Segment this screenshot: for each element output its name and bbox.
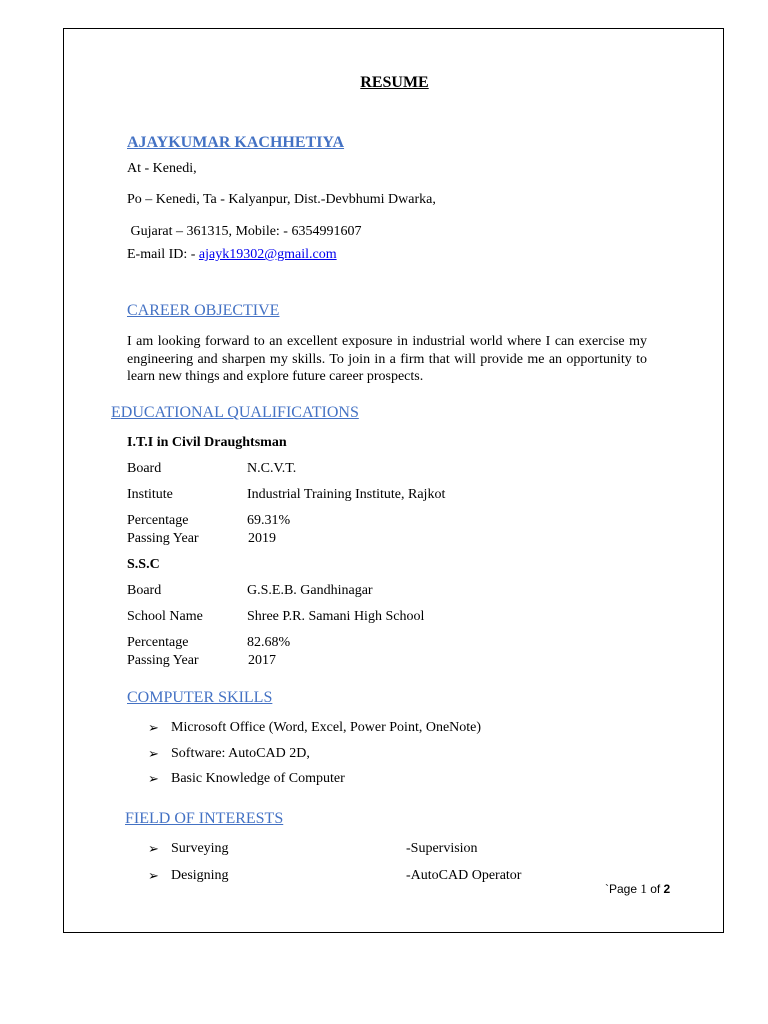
email-link[interactable]: ajayk19302@gmail.com [198, 247, 337, 262]
address-line-3: Gujarat – 361315, Mobile: - 6354991607 [127, 224, 362, 239]
iti-percentage-value: 69.31% [247, 513, 291, 528]
interest-item: Surveying [171, 841, 229, 856]
resume-page [63, 28, 724, 933]
ssc-school-value: Shree P.R. Samani High School [247, 609, 425, 624]
interest-item: -Supervision [406, 841, 478, 856]
ssc-passing-year-value: 2017 [248, 653, 276, 668]
iti-passing-year-label: Passing Year [127, 531, 199, 546]
iti-institute-label: Institute [127, 487, 173, 502]
arrow-bullet-icon: ➢ [148, 746, 159, 761]
page-number-footer [605, 881, 670, 897]
address-line-1: At - Kenedi, [127, 161, 197, 176]
ssc-board-value: G.S.E.B. Gandhinagar [247, 583, 373, 598]
field-of-interests-heading: FIELD OF INTERESTS [125, 810, 284, 827]
email-label: E-mail ID: - [127, 247, 199, 262]
page-current: 1 [640, 881, 647, 896]
ssc-board-label: Board [127, 583, 162, 598]
candidate-name: AJAYKUMAR KACHHETIYA [127, 134, 345, 151]
iti-board-label: Board [127, 461, 162, 476]
address-line-2: Po – Kenedi, Ta - Kalyanpur, Dist.-Devbhumi Dwarka, [127, 192, 436, 207]
ssc-percentage-value: 82.68% [247, 635, 291, 650]
arrow-bullet-icon: ➢ [148, 841, 159, 856]
ssc-title: S.S.C [127, 557, 160, 572]
skill-item: Basic Knowledge of Computer [171, 771, 345, 786]
iti-percentage-label: Percentage [127, 513, 189, 528]
arrow-bullet-icon: ➢ [148, 771, 159, 786]
page-total: 2 [663, 882, 671, 896]
arrow-bullet-icon: ➢ [148, 868, 159, 883]
computer-skills-heading: COMPUTER SKILLS [127, 689, 273, 706]
arrow-bullet-icon: ➢ [148, 720, 159, 735]
career-objective-heading: CAREER OBJECTIVE [127, 302, 280, 319]
ssc-percentage-label: Percentage [127, 635, 189, 650]
iti-institute-value: Industrial Training Institute, Rajkot [247, 487, 446, 502]
interest-item: Designing [171, 868, 229, 883]
document-title: RESUME [360, 74, 429, 91]
iti-board-value: N.C.V.T. [247, 461, 297, 476]
ssc-passing-year-label: Passing Year [127, 653, 199, 668]
education-heading: EDUCATIONAL QUALIFICATIONS [111, 404, 359, 421]
iti-passing-year-value: 2019 [248, 531, 276, 546]
email-row [127, 247, 337, 263]
ssc-school-label: School Name [127, 609, 203, 624]
skill-item: Software: AutoCAD 2D, [171, 746, 310, 761]
career-objective-text: I am looking forward to an excellent exposure in industrial world where I can exercise my engineering and sharpen my skills. To join in a firm that will provide me an opportunity to learn new things and explore future career prospects. [127, 334, 647, 384]
interest-item: -AutoCAD Operator [406, 868, 522, 883]
page-of: of [646, 882, 664, 896]
iti-title: I.T.I in Civil Draughtsman [127, 435, 287, 450]
page-prefix: `Page [605, 882, 641, 896]
skill-item: Microsoft Office (Word, Excel, Power Point, OneNote) [171, 720, 482, 735]
